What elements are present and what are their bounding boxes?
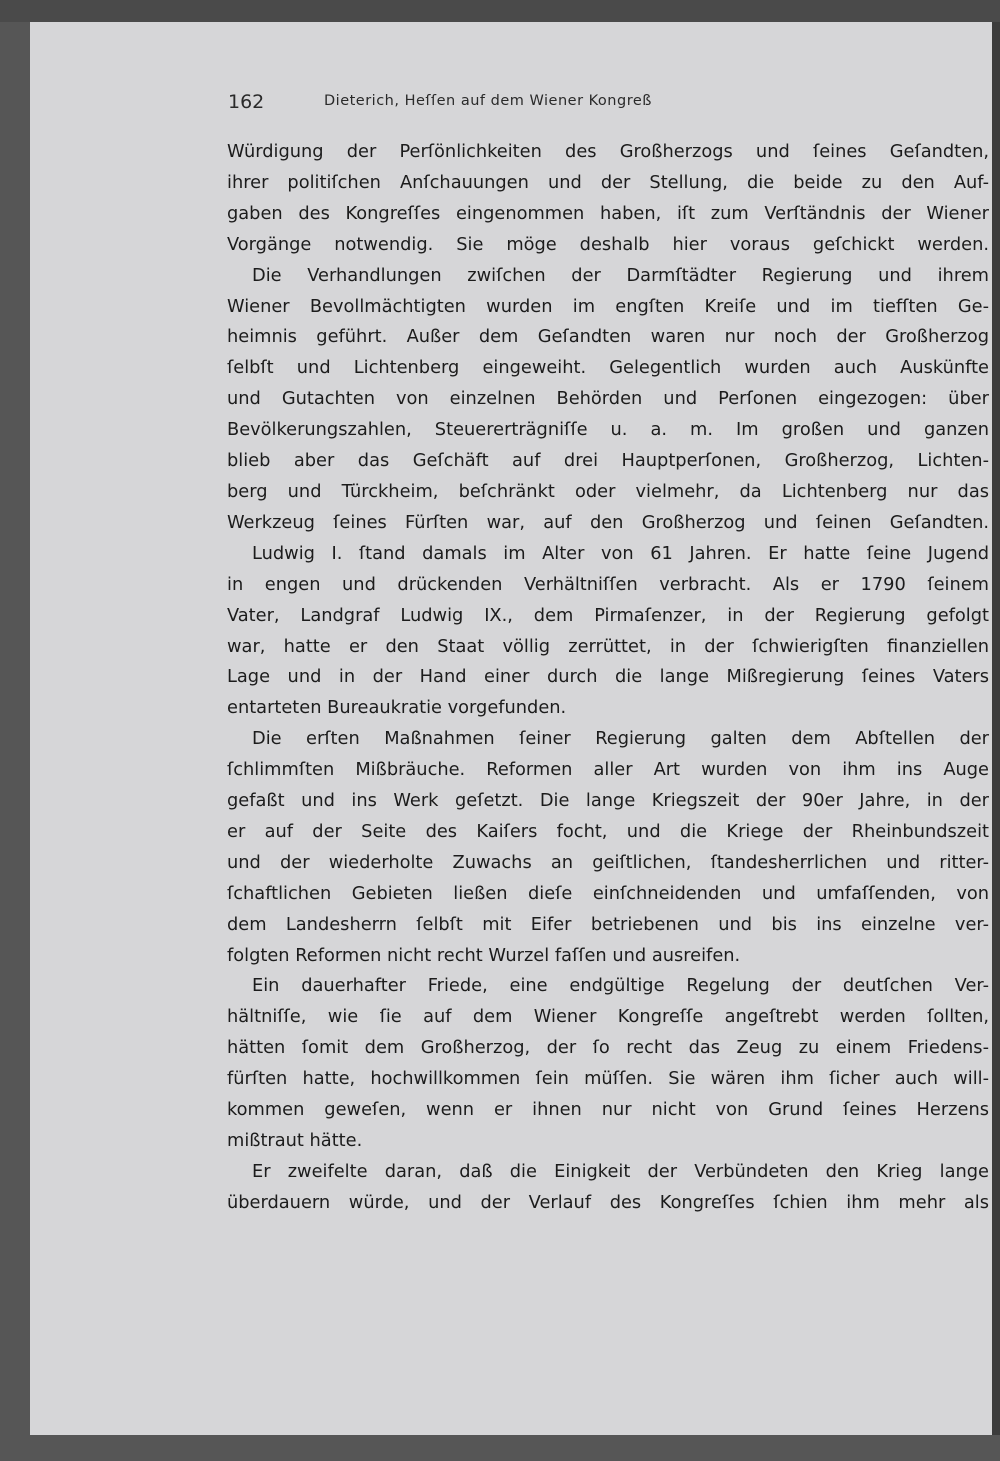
- running-title: Dieterich, Heſſen auf dem Wiener Kongreß: [324, 93, 652, 109]
- text-line: berg und Türckheim, beſchränkt oder vielmehr, da Lichtenberg nur das: [227, 480, 989, 502]
- text-line: gaben des Kongreſſes eingenommen haben, iſt zum Verſtändnis der Wiener: [227, 202, 989, 224]
- paragraph: [227, 971, 989, 1156]
- text-line: Lage und in der Hand einer durch die lange Mißregierung ſeines Vaters: [227, 666, 989, 688]
- text-line: gefaßt und ins Werk geſetzt. Die lange Kriegszeit der 90er Jahre, in der: [227, 790, 989, 812]
- paragraph: [227, 1157, 989, 1219]
- text-line: in engen und drückenden Verhältniſſen verbracht. Als er 1790 ſeinem: [227, 573, 989, 595]
- text-line: Ein dauerhafter Friede, eine endgültige Regelung der deutſchen Ver-: [252, 975, 989, 997]
- running-head: [228, 91, 928, 117]
- text-line: überdauern würde, und der Verlauf des Kongreſſes ſchien ihm mehr als: [227, 1191, 989, 1213]
- paragraph: [227, 261, 989, 539]
- scan-border-right: [992, 22, 1000, 1435]
- body-text: [227, 137, 989, 1219]
- text-line: Würdigung der Perſönlichkeiten des Großherzogs und ſeines Geſandten,: [227, 141, 989, 162]
- text-line: Er zweifelte daran, daß die Einigkeit der Verbündeten den Krieg lange: [252, 1160, 989, 1182]
- text-line: ihrer politiſchen Anſchauungen und der Stellung, die beide zu den Auf-: [227, 171, 989, 193]
- text-line: Werkzeug ſeines Fürſten war, auf den Großherzog und ſeinen Geſandten.: [227, 511, 989, 533]
- text-line: Die Verhandlungen zwiſchen der Darmſtädter Regierung und ihrem: [252, 264, 989, 286]
- text-line: blieb aber das Geſchäft auf drei Hauptperſonen, Großherzog, Lichten-: [227, 450, 989, 472]
- text-line: er auf der Seite des Kaiſers focht, und die Kriege der Rheinbundszeit: [227, 820, 989, 842]
- text-line: und der wiederholte Zuwachs an geiſtlichen, ſtandesherrlichen und ritter-: [227, 851, 989, 873]
- text-line: heimnis geführt. Außer dem Geſandten waren nur noch der Großherzog: [227, 326, 989, 348]
- text-line: ſchlimmſten Mißbräuche. Reformen aller Art wurden von ihm ins Auge: [227, 759, 989, 781]
- page-number: 162: [228, 91, 265, 113]
- text-line: hätten ſomit dem Großherzog, der ſo recht das Zeug zu einem Friedens-: [227, 1037, 989, 1059]
- paragraph: [227, 539, 989, 724]
- text-line: kommen geweſen, wenn er ihnen nur nicht von Grund ſeines Herzens: [227, 1099, 989, 1121]
- text-line: ſchaftlichen Gebieten ließen dieſe einſchneidenden und umfaſſenden, von: [227, 882, 989, 904]
- text-line: Vater, Landgraf Ludwig IX., dem Pirmaſenzer, in der Regierung gefolgt: [227, 604, 989, 626]
- text-line: folgten Reformen nicht recht Wurzel faſſen und ausreifen.: [227, 944, 741, 966]
- text-line: war, hatte er den Staat völlig zerrüttet, in der ſchwierigſten finanziellen: [227, 635, 989, 657]
- text-line: hältniſſe, wie ſie auf dem Wiener Kongreſſe angeſtrebt werden ſollten,: [227, 1006, 989, 1028]
- scan-border-top: [0, 0, 1000, 22]
- text-line: entarteten Bureaukratie vorgefunden.: [227, 697, 567, 719]
- text-line: Ludwig I. ſtand damals im Alter von 61 Jahren. Er hatte ſeine Jugend: [252, 542, 989, 564]
- text-line: Wiener Bevollmächtigten wurden im engſten Kreiſe und im tiefſten Ge-: [227, 295, 989, 317]
- paragraph: [227, 137, 989, 261]
- book-page: [30, 22, 992, 1435]
- text-line: Bevölkerungszahlen, Steuererträgniſſe u. a. m. Im großen und ganzen: [227, 419, 989, 441]
- text-line: Die erſten Maßnahmen ſeiner Regierung galten dem Abſtellen der: [252, 728, 989, 750]
- text-line: dem Landesherrn ſelbſt mit Eifer betriebenen und bis ins einzelne ver-: [227, 913, 989, 935]
- text-line: fürſten hatte, hochwillkommen ſein müſſen. Sie wären ihm ſicher auch will-: [227, 1068, 989, 1090]
- text-line: und Gutachten von einzelnen Behörden und Perſonen eingezogen: über: [227, 388, 989, 410]
- text-line: Vorgänge notwendig. Sie möge deshalb hier voraus geſchickt werden.: [227, 233, 989, 255]
- paragraph: [227, 724, 989, 971]
- text-line: mißtraut hätte.: [227, 1130, 363, 1151]
- text-line: ſelbſt und Lichtenberg eingeweiht. Gelegentlich wurden auch Auskünfte: [227, 357, 989, 379]
